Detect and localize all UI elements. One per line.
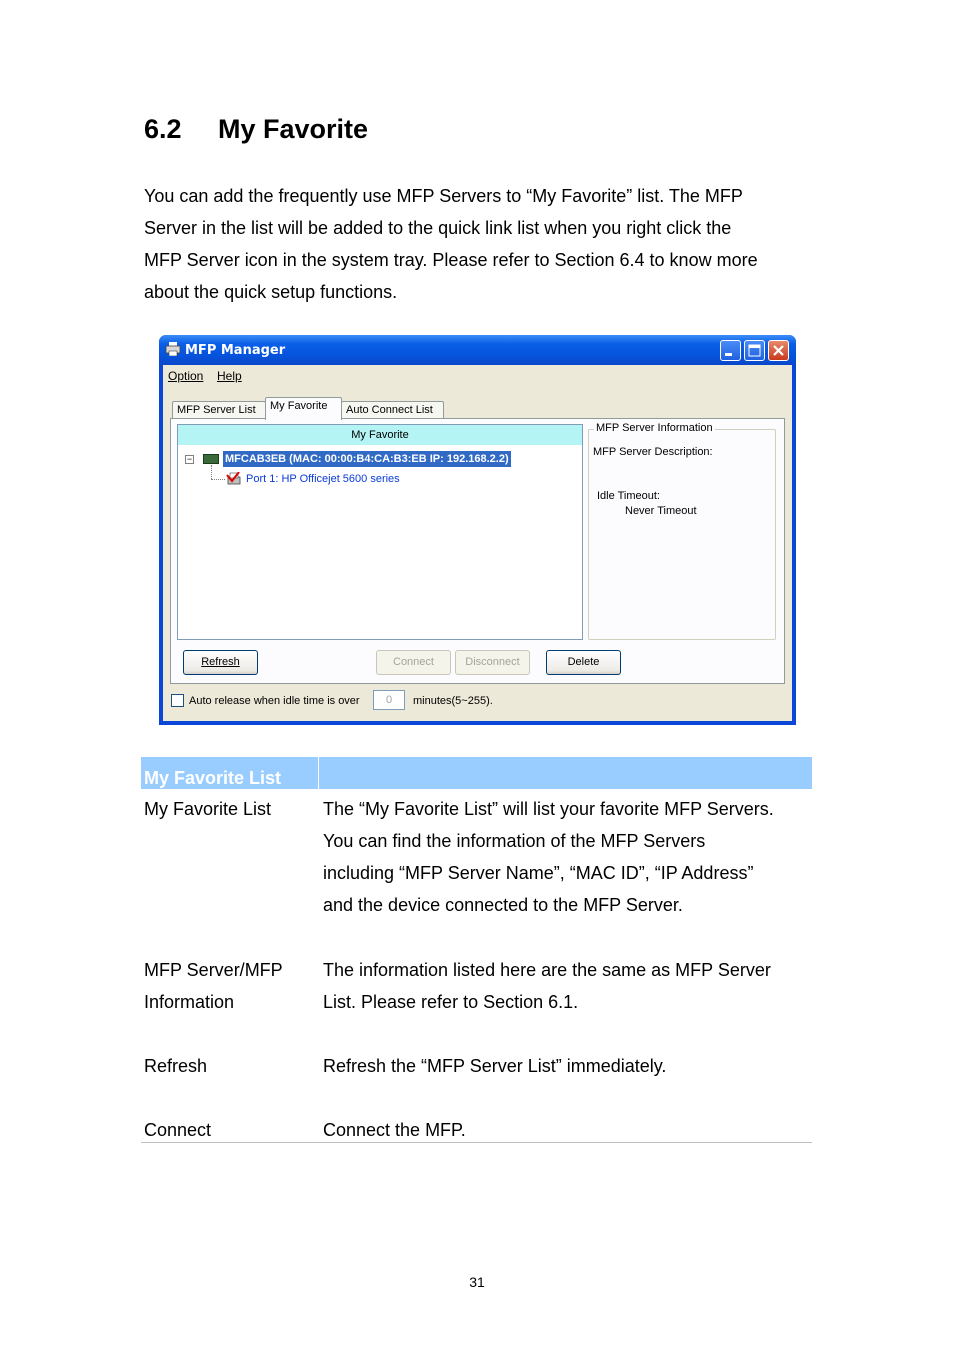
section-title: My Favorite [218,114,369,144]
mfp-server-icon [203,454,219,464]
table-header-cell [141,757,319,789]
printer-icon [165,342,181,356]
term-line: MFP Server/MFP [144,960,283,980]
favorite-tree-list[interactable] [177,424,583,640]
term-line: Information [144,992,235,1012]
delete-button[interactable] [546,650,621,675]
intro-line: Server in the list will be added to the quick link list when you right click the [144,218,732,238]
page-number: 31 [469,1274,485,1290]
auto-release-checkbox[interactable] [171,694,184,707]
term-my-favorite-list: My Favorite List [144,799,272,819]
idle-timeout-value: Never Timeout [625,505,697,517]
table-header-label: My Favorite List [144,768,282,788]
tab-auto-connect-list[interactable]: Auto Connect List [341,401,444,419]
idle-timeout-label: Idle Timeout: [597,490,660,502]
refresh-button[interactable] [183,650,258,675]
table-bottom-rule [141,1142,812,1143]
close-icon [769,341,788,360]
desc-line: The “My Favorite List” will list your favorite MFP Servers. [323,799,774,819]
printer-port-icon [226,472,242,487]
connect-button-label: Connect [393,656,434,668]
section-number: 6.2 [144,114,182,144]
printer-port-item[interactable]: Port 1: HP Officejet 5600 series [246,473,400,485]
list-header: My Favorite [178,425,582,445]
desc-line: List. Please refer to Section 6.1. [323,992,579,1012]
server-description-label: MFP Server Description: [593,446,713,458]
desc-line: including “MFP Server Name”, “MAC ID”, “IP Address” [323,863,754,883]
tab-my-favorite[interactable]: My Favorite [265,397,342,420]
desc-line: and the device connected to the MFP Server. [323,895,683,915]
connect-button[interactable] [376,650,451,675]
table-header [141,757,812,789]
minimize-icon [721,341,740,360]
intro-paragraph [144,180,814,308]
menu-option[interactable] [168,369,203,383]
server-info-legend: MFP Server Information [596,422,713,434]
intro-line: You can add the frequently use MFP Servers to “My Favorite” list. The MFP [144,186,743,206]
intro-line: about the quick setup functions. [144,282,398,302]
server-info-group [588,422,776,640]
intro-line: MFP Server icon in the system tray. Please refer to Section 6.4 to know more [144,250,758,270]
menu-bar [163,365,792,387]
tree-connector [211,479,225,480]
section-heading [144,114,368,145]
title-bar[interactable] [159,335,796,365]
menu-help-label: Help [217,369,242,383]
disconnect-button-label: Disconnect [465,656,520,668]
minimize-button[interactable] [720,340,741,361]
desc-line: The information listed here are the same as MFP Server [323,960,771,980]
close-button[interactable] [768,340,789,361]
disconnect-button[interactable] [455,650,530,675]
maximize-icon [745,341,764,360]
window-title: MFP Manager [185,343,286,358]
idle-minutes-input[interactable]: 0 [373,690,405,710]
desc-refresh: Refresh the “MFP Server List” immediately. [323,1056,667,1076]
window-client-area [163,365,792,721]
term-connect: Connect [144,1120,212,1140]
desc-my-favorite-list [323,793,813,921]
delete-button-label: Delete [567,656,600,668]
menu-option-label: Option [168,369,204,383]
mfp-manager-window [159,335,796,725]
refresh-button-label: Refresh [201,656,240,668]
my-favorite-panel [170,418,785,684]
desc-line: You can find the information of the MFP Servers [323,831,706,851]
desc-mfp-server-information [323,954,813,1018]
mfp-server-item[interactable]: MFCAB3EB (MAC: 00:00:B4:CA:B3:EB IP: 192.168.2.2) [225,453,509,465]
tree-connector [211,465,212,479]
tab-mfp-server-list[interactable]: MFP Server List [172,401,266,419]
idle-minutes-unit: minutes(5~255). [413,695,493,707]
desc-connect: Connect the MFP. [323,1120,466,1140]
collapse-icon[interactable]: − [186,454,193,464]
term-mfp-server-information [144,954,314,1018]
menu-help[interactable] [217,369,242,383]
term-refresh: Refresh [144,1056,208,1076]
auto-release-label: Auto release when idle time is over [189,695,360,707]
maximize-button[interactable] [744,340,765,361]
